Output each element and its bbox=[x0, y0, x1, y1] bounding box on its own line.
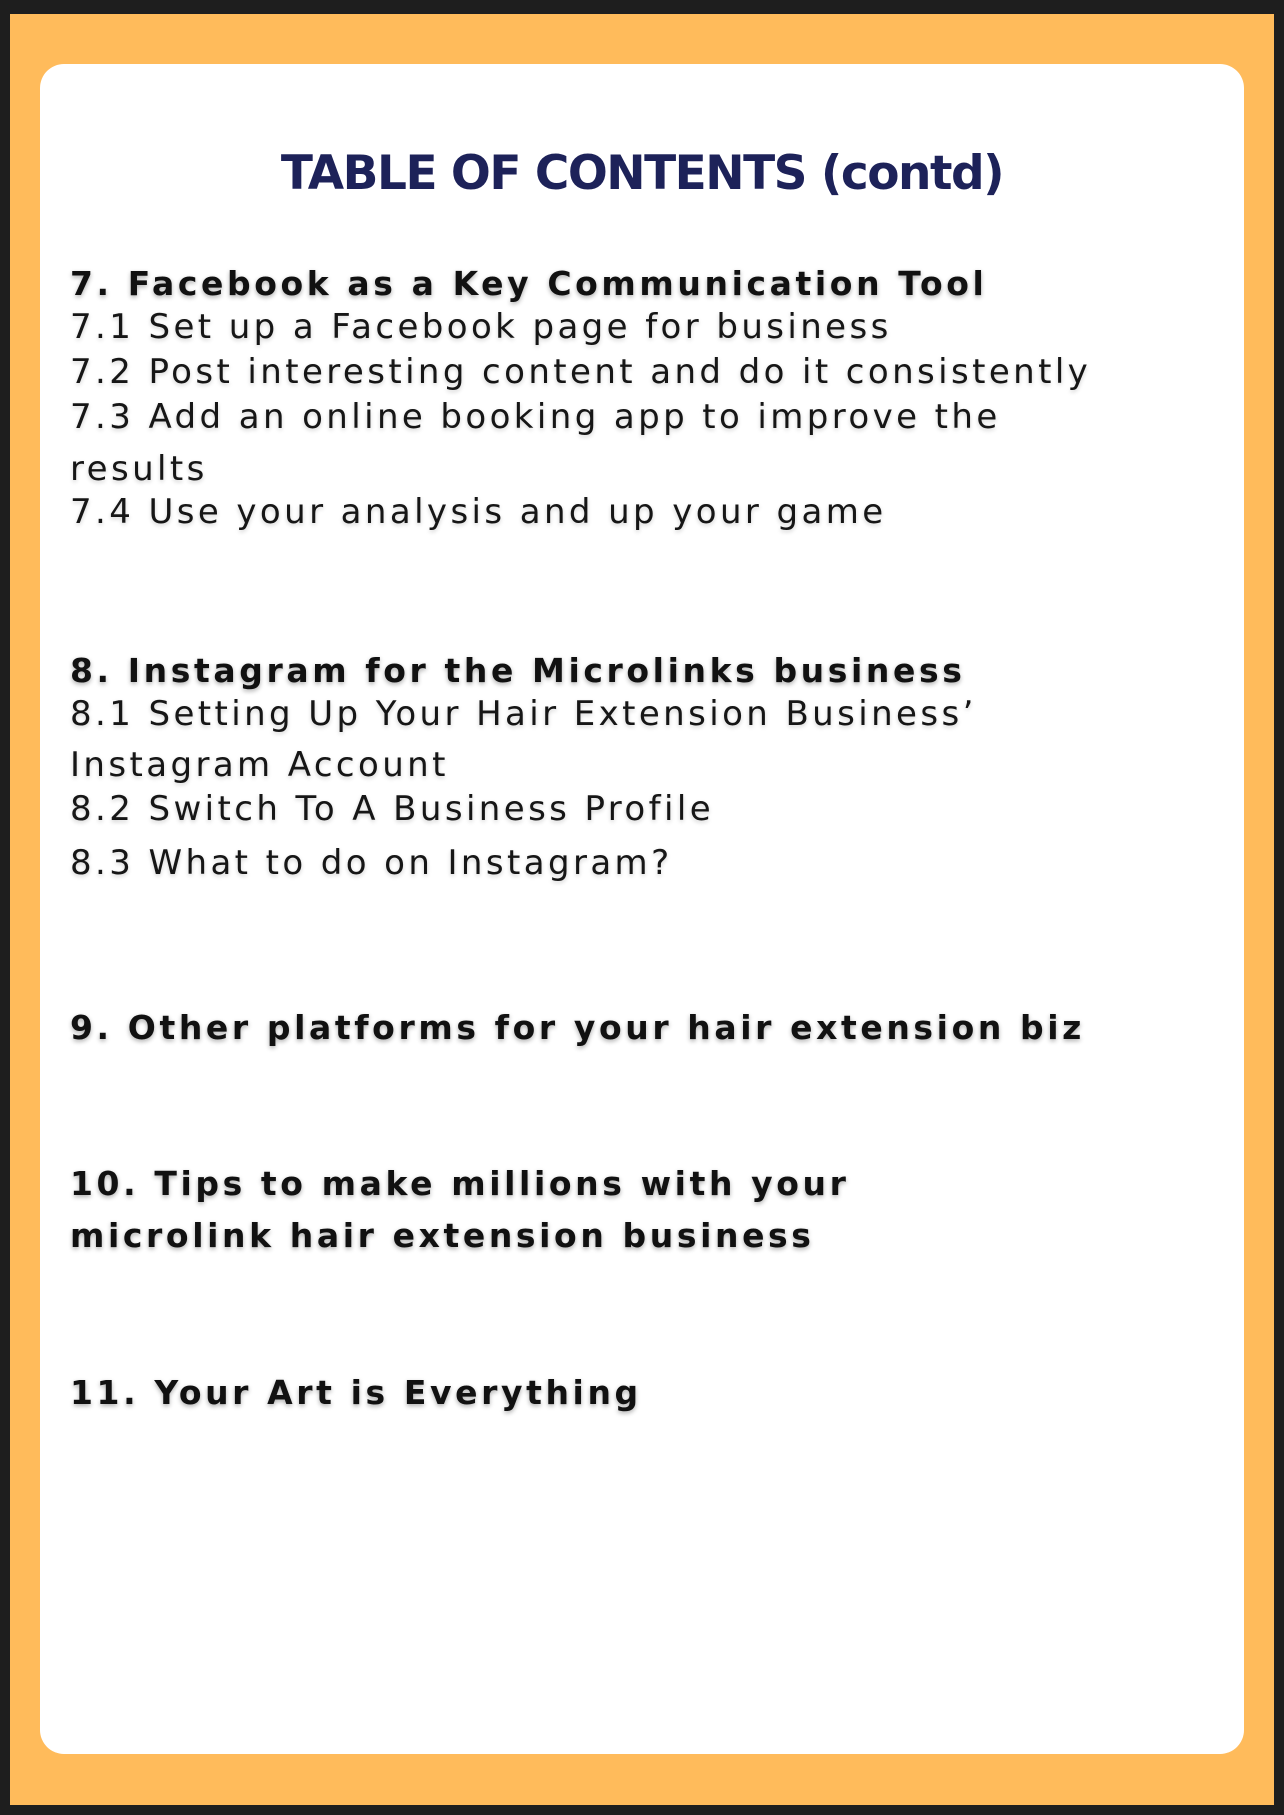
toc-item-8-2: 8.2 Switch To A Business Profile bbox=[70, 789, 715, 829]
section-heading-10-line-1: 10. Tips to make millions with your bbox=[70, 1164, 850, 1203]
page-title: TABLE OF CONTENTS (contd) bbox=[280, 146, 1004, 201]
document-page bbox=[40, 64, 1244, 1754]
toc-item-7-4: 7.4 Use your analysis and up your game bbox=[70, 492, 887, 532]
section-heading-8: 8. Instagram for the Microlinks business bbox=[70, 651, 966, 690]
section-heading-11: 11. Your Art is Everything bbox=[70, 1373, 642, 1412]
toc-item-8-3: 8.3 What to do on Instagram? bbox=[70, 843, 673, 883]
toc-item-7-3-continued: results bbox=[70, 449, 208, 489]
section-heading-10-line-2: microlink hair extension business bbox=[70, 1216, 815, 1255]
page-frame bbox=[10, 14, 1274, 1805]
toc-item-7-2: 7.2 Post interesting content and do it consistently bbox=[70, 352, 1092, 392]
toc-item-7-1: 7.1 Set up a Facebook page for business bbox=[70, 307, 892, 347]
toc-item-8-1-continued: Instagram Account bbox=[70, 745, 449, 785]
section-heading-9: 9. Other platforms for your hair extension biz bbox=[70, 1008, 1085, 1047]
toc-item-7-3: 7.3 Add an online booking app to improve the bbox=[70, 397, 1001, 437]
section-heading-7: 7. Facebook as a Key Communication Tool bbox=[70, 264, 988, 303]
toc-item-8-1: 8.1 Setting Up Your Hair Extension Business’ bbox=[70, 694, 977, 734]
